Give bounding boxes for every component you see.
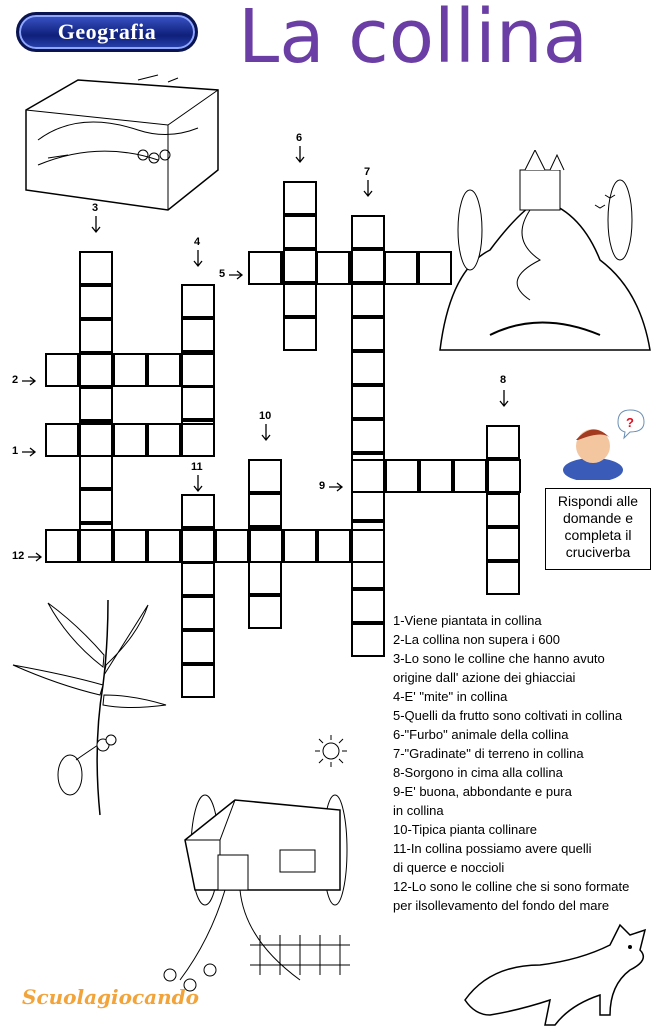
clue-line: 7-"Gradinate" di terreno in collina bbox=[393, 746, 584, 761]
subject-badge: Geografia bbox=[16, 12, 198, 52]
clue-number: 2 bbox=[12, 374, 19, 386]
clue-line: 11-In collina possiamo avere quelli bbox=[393, 841, 592, 856]
clue-number: 3 bbox=[92, 202, 99, 214]
clue-line: 12-Lo sono le colline che si sono formate bbox=[393, 879, 630, 894]
sun-icon bbox=[313, 733, 349, 769]
clue-line: 6-"Furbo" animale della collina bbox=[393, 727, 569, 742]
clue-arrow-icon bbox=[500, 390, 508, 406]
clue-arrow-icon bbox=[22, 377, 35, 385]
clue-arrow-icon bbox=[229, 271, 242, 279]
clue-line: 10-Tipica pianta collinare bbox=[393, 822, 538, 837]
clue-line: di querce e noccioli bbox=[393, 860, 505, 875]
clue-number: 7 bbox=[364, 166, 371, 178]
clue-number: 12 bbox=[12, 550, 25, 562]
clue-arrow-icon bbox=[262, 424, 270, 440]
clue-number: 1 bbox=[12, 445, 19, 457]
clue-line: 8-Sorgono in cima alla collina bbox=[393, 765, 563, 780]
clue-arrow-icon bbox=[194, 475, 202, 491]
clue-line: in collina bbox=[393, 803, 444, 818]
clue-number: 11 bbox=[191, 461, 203, 473]
house-icon bbox=[150, 780, 355, 995]
clue-line: 9-E' buona, abbondante e pura bbox=[393, 784, 572, 799]
clue-line: 3-Lo sono le colline che hanno avuto bbox=[393, 651, 605, 666]
clue-line: per ilsollevamento del fondo del mare bbox=[393, 898, 610, 913]
clue-arrow-icon bbox=[92, 216, 100, 232]
clue-line: 4-E' "mite" in collina bbox=[393, 689, 508, 704]
clue-number: 4 bbox=[194, 236, 201, 248]
instructions-box: Rispondi alle domande e completa il cruciverba bbox=[545, 488, 651, 570]
clue-list bbox=[393, 611, 655, 915]
clue-line: 1-Viene piantata in collina bbox=[393, 613, 542, 628]
clue-line: 2-La collina non supera i 600 bbox=[393, 632, 560, 647]
clue-arrow-icon bbox=[364, 180, 372, 196]
clue-arrow-icon bbox=[296, 146, 304, 162]
clue-line: 5-Quelli da frutto sono coltivati in collina bbox=[393, 708, 623, 723]
page-title: La collina bbox=[238, 0, 588, 80]
fox-icon bbox=[460, 915, 656, 1027]
clue-arrow-icon bbox=[22, 448, 35, 456]
clue-arrow-icon bbox=[329, 483, 342, 491]
clue-number: 9 bbox=[319, 480, 326, 492]
clue-arrow-icon bbox=[194, 250, 202, 266]
clue-number: 10 bbox=[259, 410, 272, 422]
clue-number: 8 bbox=[500, 374, 507, 386]
svg-text:?: ? bbox=[626, 415, 634, 430]
clue-number: 5 bbox=[219, 268, 226, 280]
clue-line: origine dall' azione dei ghiacciai bbox=[393, 670, 576, 685]
brand-logo: Scuolagiocando bbox=[22, 985, 199, 1009]
olive-branch-icon bbox=[8, 595, 168, 820]
clue-number: 6 bbox=[296, 132, 303, 144]
clue-arrow-icon bbox=[28, 553, 41, 561]
